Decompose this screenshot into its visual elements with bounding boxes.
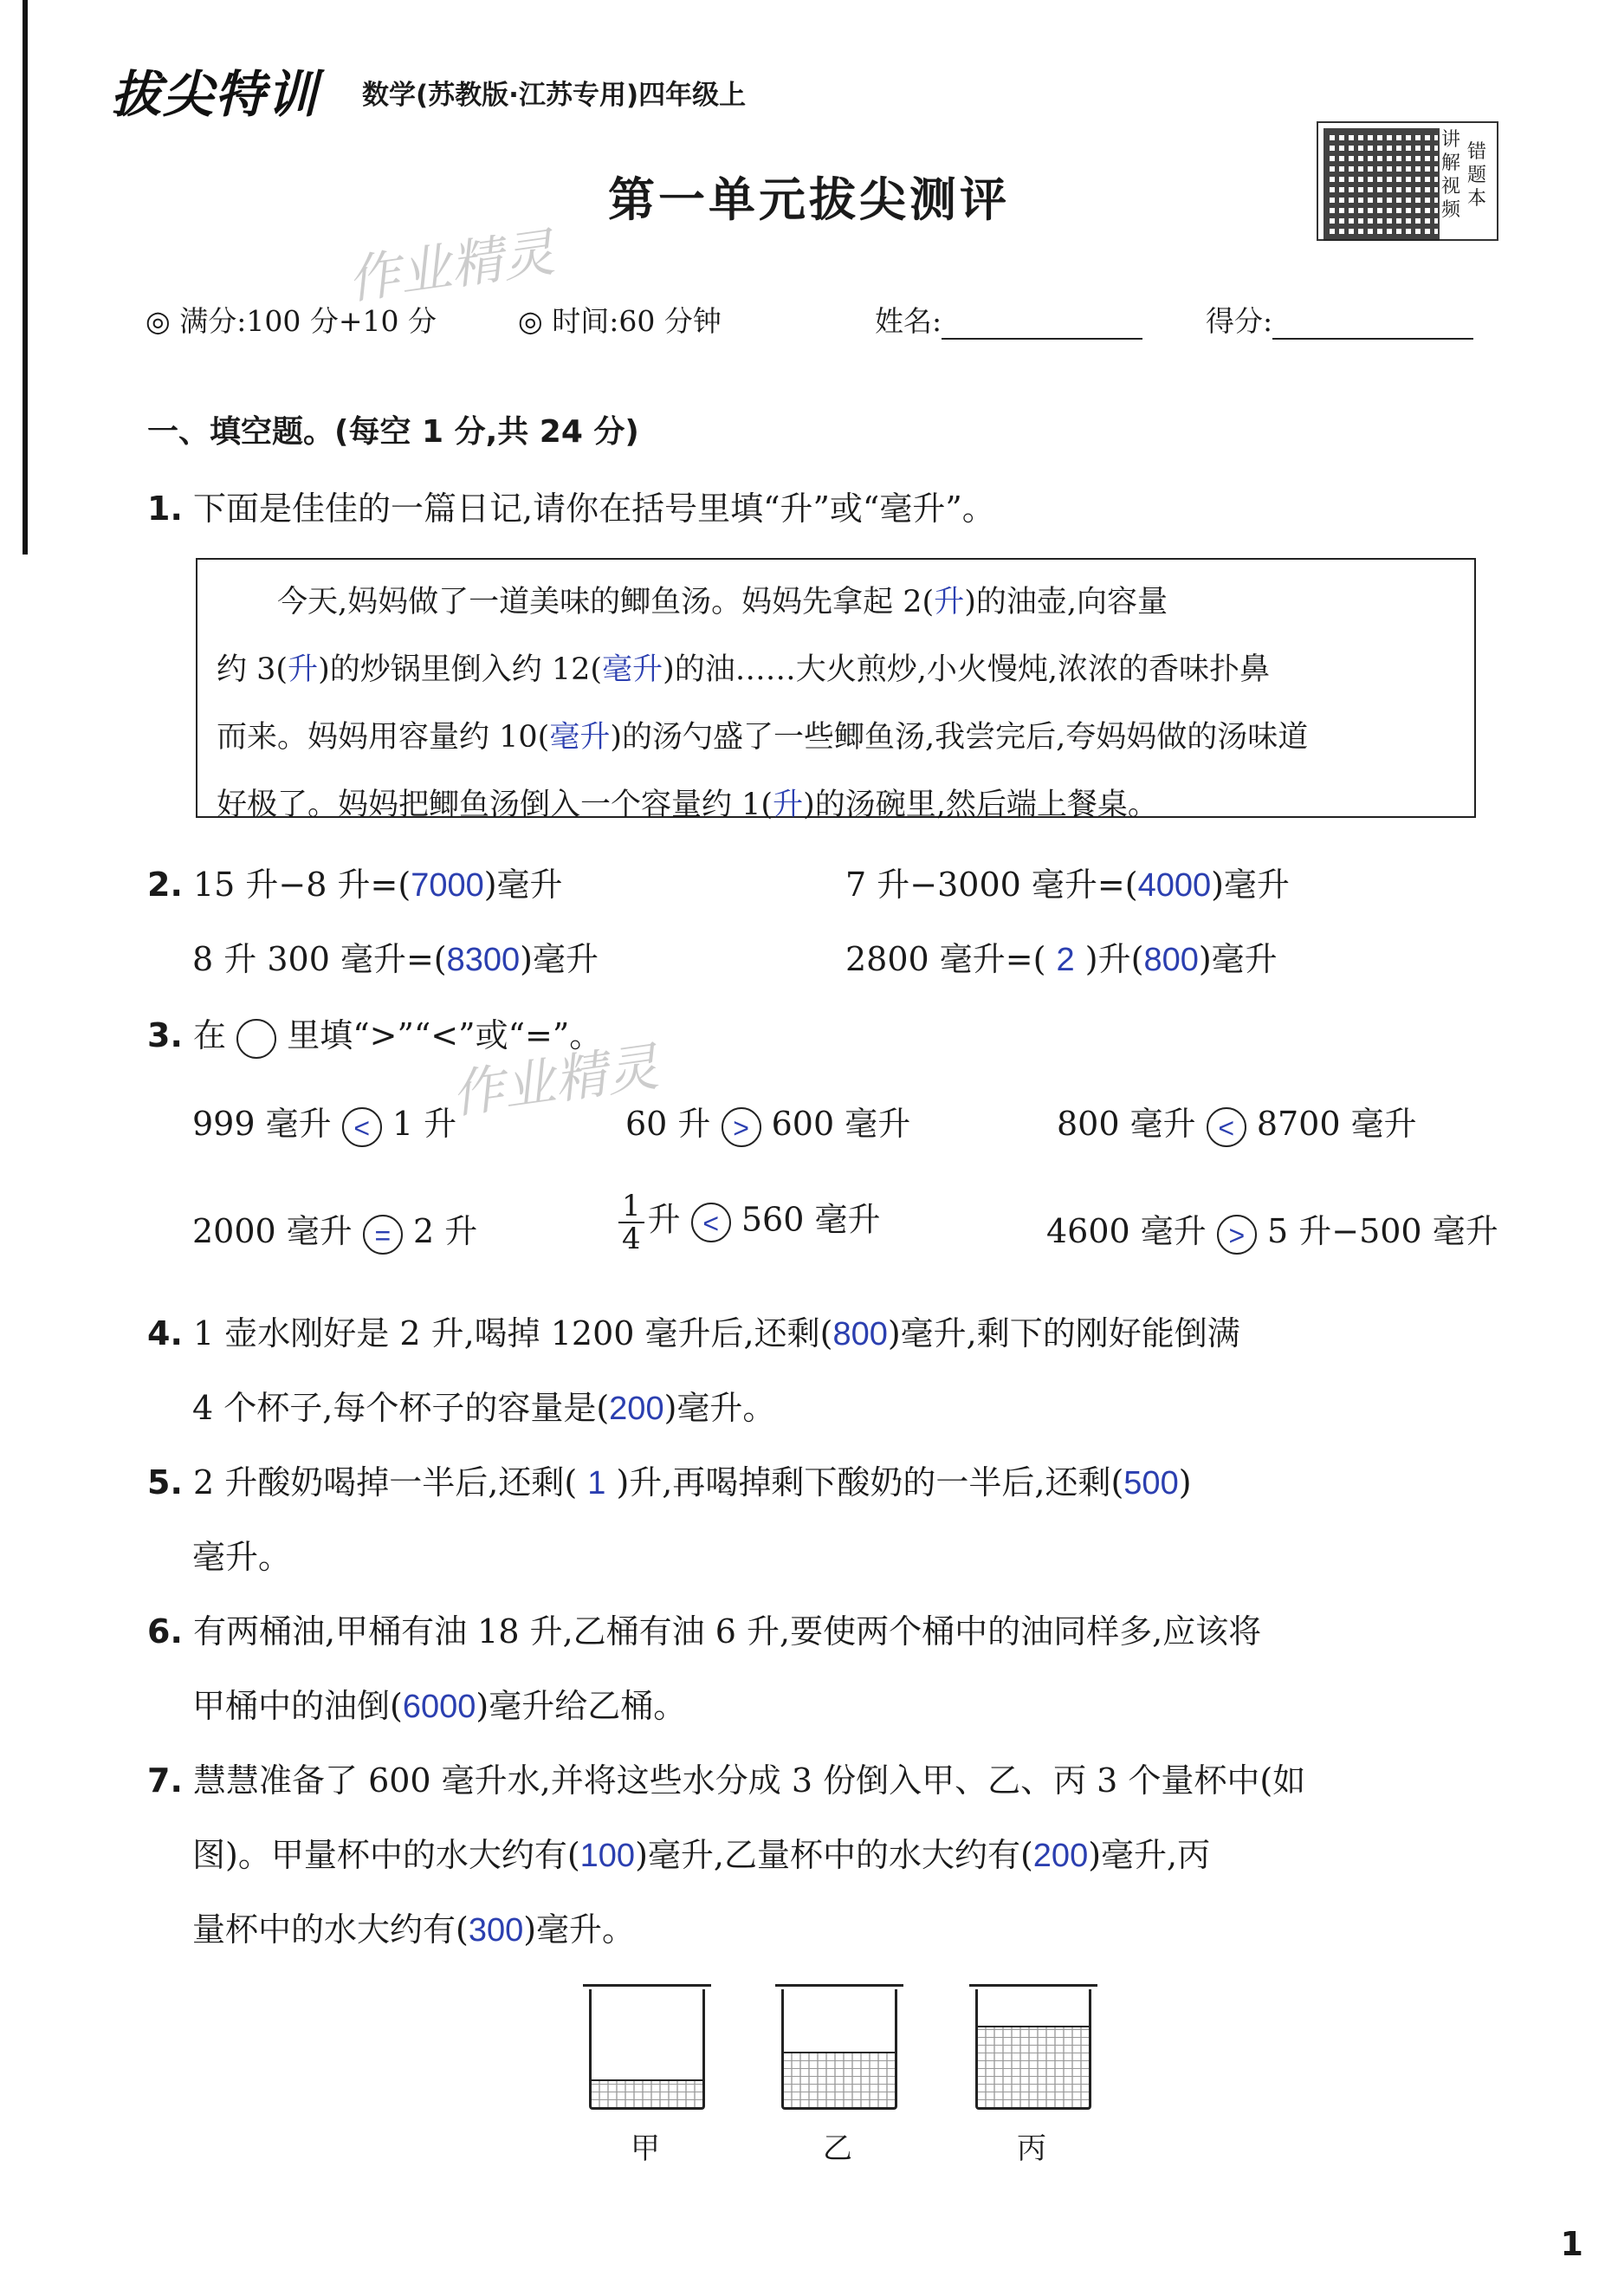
watermark-top: 作业精灵 [343,222,559,312]
answer-circle[interactable]: < [1207,1107,1246,1147]
compare-item: $\frac{1}{4}$ 升 < 560 毫升 [618,1190,880,1255]
question-3: 3. 在 里填“>”“<”或“=”。 [147,1009,602,1059]
score-label: 得分: [1206,304,1273,338]
answer[interactable]: 毫升 [549,720,611,754]
answer[interactable]: 毫升 [602,652,663,686]
answer[interactable]: 2 [1056,942,1075,978]
score-field[interactable] [1206,299,1473,340]
question-7-line-2: 图)。甲量杯中的水大约有(100)毫升,乙量杯中的水大约有(200)毫升,丙 [192,1836,1211,1874]
question-4-line-2: 4 个杯子,每个杯子的容量是(200)毫升。 [192,1389,776,1427]
answer[interactable]: 1 [587,1465,606,1501]
question-5-line-1: 5. 2 升酸奶喝掉一半后,还剩( 1 )升,再喝掉剩下酸奶的一半后,还剩(500) [147,1463,1192,1501]
diary-box [196,558,1476,822]
watermark-mid: 作业精灵 [447,1036,663,1126]
answer[interactable]: 500 [1123,1465,1179,1501]
measuring-cup [781,1989,897,2110]
subject-label: 数学(苏教版·江苏专用)四年级上 [362,80,747,111]
answer[interactable]: 200 [609,1391,664,1427]
answer[interactable]: 300 [468,1912,524,1949]
question-2-row-1: 2. 15 升−8 升=(7000)毫升 [147,866,563,904]
answer-circle[interactable]: > [1217,1215,1257,1255]
page-title: 第一单元拔尖测评 [608,172,1010,227]
answer-circle[interactable]: = [363,1215,403,1255]
brand-logo: 拔尖特训 [111,65,320,124]
question-number: 3. [147,1016,183,1054]
fraction: $\frac{1}{4}$ [618,1190,644,1255]
question-2-item-2: 7 升−3000 毫升=(4000)毫升 [845,866,1290,904]
question-7-line-1: 7. 慧慧准备了 600 毫升水,并将这些水分成 3 份倒入甲、乙、丙 3 个量杯中(如 [147,1761,1306,1800]
question-2-item-4: 2800 毫升=( 2 )升(800)毫升 [845,940,1278,978]
question-6-line-2: 甲桶中的油倒(6000)毫升给乙桶。 [192,1687,687,1725]
cup-label: 甲 [631,2131,660,2166]
diary-line: 而来。妈妈用容量约 10(毫升)的汤勺盛了一些鲫鱼汤,我尝完后,夸妈妈做的汤味道 [217,720,1309,755]
diary-line: 好极了。妈妈把鲫鱼汤倒入一个容量约 1(升)的汤碗里,然后端上餐桌。 [217,788,1158,822]
question-number: 7. [147,1761,183,1800]
section-heading: 一、填空题。(每空 1 分,共 24 分) [147,414,639,450]
page-number: 1 [1560,2225,1583,2263]
compare-item: 800 毫升 < 8700 毫升 [1057,1097,1417,1147]
full-score: ◎ 满分:100 分+10 分 [146,304,437,338]
answer-circle[interactable]: > [722,1107,761,1147]
answer[interactable]: 100 [579,1838,636,1874]
answer[interactable]: 升 [773,788,804,821]
time-limit: ◎ 时间:60 分钟 [518,304,722,338]
question-2-item-3: 8 升 300 毫升=(8300)毫升 [192,940,599,978]
answer[interactable]: 200 [1032,1838,1089,1874]
name-label: 姓名: [875,304,942,338]
question-number: 6. [147,1612,183,1651]
question-7-line-3: 量杯中的水大约有(300)毫升。 [192,1910,636,1949]
answer[interactable]: 6000 [402,1689,476,1725]
water-level [784,2052,895,2107]
water-level [592,2079,702,2107]
answer[interactable]: 800 [1143,942,1199,978]
answer[interactable]: 升 [934,585,965,619]
cup-label: 乙 [823,2131,852,2166]
compare-item: 2000 毫升 = 2 升 [192,1204,477,1255]
answer[interactable]: 8300 [446,942,521,978]
qr-label-errors: 错题本 [1467,141,1487,210]
compare-item: 4600 毫升 > 5 升−500 毫升 [1046,1204,1498,1255]
question-number: 5. [147,1463,183,1501]
answer-circle[interactable]: < [691,1203,731,1242]
question-1 [147,482,995,529]
measuring-cup [975,1989,1091,2110]
question-5-line-2: 毫升。 [192,1538,292,1576]
compare-item: 60 升 > 600 毫升 [625,1097,910,1147]
name-field[interactable] [875,299,1142,340]
compare-item: 999 毫升 < 1 升 [192,1097,456,1147]
answer[interactable]: 800 [832,1316,888,1352]
blank-circle-icon [236,1019,276,1059]
question-4-line-1: 4. 1 壶水刚好是 2 升,喝掉 1200 毫升后,还剩(800)毫升,剩下的刚好能倒满 [147,1314,1240,1352]
answer-circle[interactable]: < [342,1107,382,1147]
qr-label-video: 讲解视频 [1441,129,1461,221]
diary-line: 今天,妈妈做了一道美味的鲫鱼汤。妈妈先拿起 2(升)的油壶,向容量 [217,585,1168,619]
measuring-cup [589,1989,705,2110]
water-level [978,2026,1089,2107]
question-number: 4. [147,1314,183,1352]
question-text: 下面是佳佳的一篇日记,请你在括号里填“升”或“毫升”。 [192,490,995,528]
cup-label: 丙 [1017,2131,1046,2166]
answer[interactable]: 4000 [1137,867,1212,904]
question-number: 1. [147,490,183,528]
answer[interactable]: 升 [288,652,319,686]
diary-line: 约 3(升)的炒锅里倒入约 12(毫升)的油……大火煎炒,小火慢炖,浓浓的香味扑鼻 [217,652,1270,687]
question-number: 2. [147,866,183,904]
binding-spine [23,0,28,555]
question-6-line-1: 6. 有两桶油,甲桶有油 18 升,乙桶有油 6 升,要使两个桶中的油同样多,应该将 [147,1612,1262,1651]
answer[interactable]: 7000 [411,867,484,904]
